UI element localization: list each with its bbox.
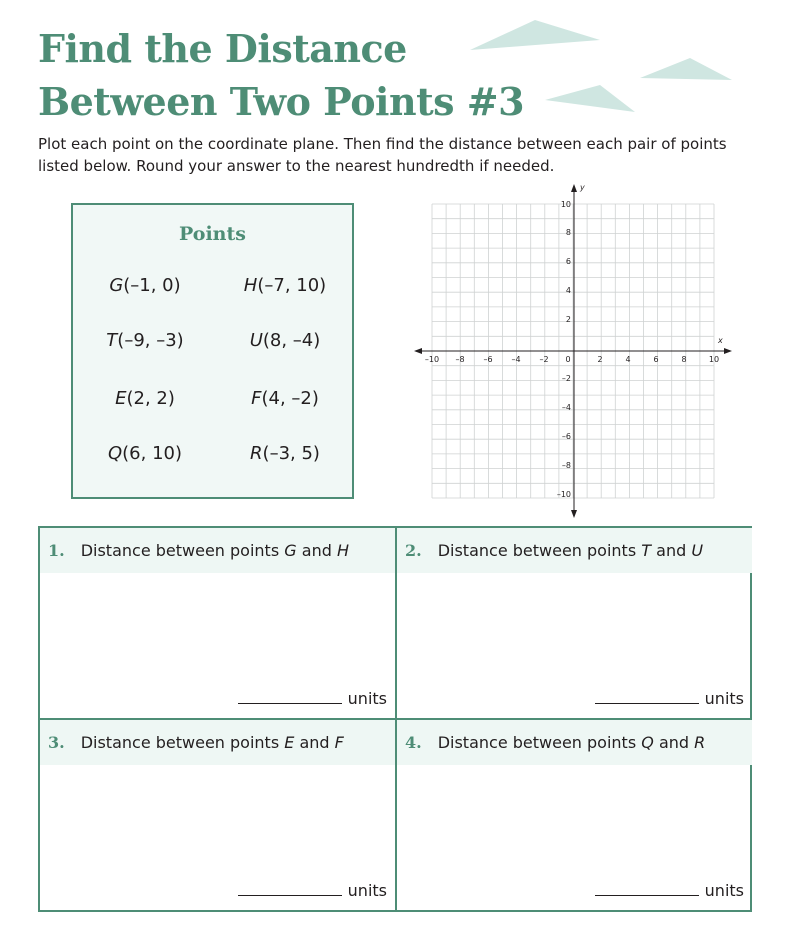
question-number: 1. bbox=[48, 541, 65, 560]
y-tick-label: –4 bbox=[561, 403, 571, 412]
y-tick-label: –2 bbox=[561, 374, 571, 383]
point-f: F(4, –2) bbox=[251, 388, 319, 409]
answer-line bbox=[238, 881, 387, 900]
answer-line bbox=[238, 689, 387, 708]
point-q: Q(6, 10) bbox=[107, 443, 183, 464]
y-tick-label: 2 bbox=[565, 315, 571, 324]
x-tick-label: 2 bbox=[597, 355, 603, 364]
question-2-header bbox=[397, 528, 752, 573]
answer-blank[interactable] bbox=[238, 702, 342, 704]
answer-grid bbox=[38, 526, 752, 912]
unit-label: units bbox=[704, 881, 744, 900]
y-tick-label: –6 bbox=[561, 432, 571, 441]
x-tick-label: 10 bbox=[708, 355, 720, 364]
y-tick-label: 6 bbox=[565, 257, 571, 266]
question-text: Distance between points T and U bbox=[437, 541, 704, 560]
y-tick-label: 10 bbox=[560, 200, 571, 209]
unit-label: units bbox=[704, 689, 744, 708]
y-tick-label: –8 bbox=[561, 461, 571, 470]
question-number: 4. bbox=[405, 733, 422, 752]
x-tick-label: –2 bbox=[539, 355, 549, 364]
answer-blank[interactable] bbox=[595, 702, 699, 704]
coordinate-plane[interactable] bbox=[410, 180, 742, 520]
unit-label: units bbox=[347, 689, 387, 708]
answer-line bbox=[595, 881, 744, 900]
question-text: Distance between points E and F bbox=[80, 733, 344, 752]
point-t: T(–9, –3) bbox=[106, 330, 184, 351]
answer-blank[interactable] bbox=[595, 894, 699, 896]
x-tick-label: –8 bbox=[455, 355, 465, 364]
question-4-header bbox=[397, 720, 752, 765]
y-axis-arrow-down bbox=[571, 510, 577, 518]
x-tick-label: –4 bbox=[511, 355, 521, 364]
x-axis-label: x bbox=[718, 336, 723, 345]
x-axis-arrow-left bbox=[414, 348, 422, 354]
point-u: U(8, –4) bbox=[249, 330, 321, 351]
y-axis-arrow-up bbox=[571, 184, 577, 192]
question-text: Distance between points Q and R bbox=[437, 733, 706, 752]
point-e: E(2, 2) bbox=[115, 388, 175, 409]
answer-line bbox=[595, 689, 744, 708]
instructions: Plot each point on the coordinate plane. Then find the distance between each pair of points listed below. Round your answer to the nearest hundredth if needed. bbox=[38, 135, 727, 175]
page-title bbox=[38, 22, 524, 128]
x-tick-label: –10 bbox=[424, 355, 440, 364]
question-number: 2. bbox=[405, 541, 422, 560]
title-line-1: Find the Distance bbox=[38, 26, 407, 71]
question-1-header bbox=[40, 528, 395, 573]
x-tick-labels bbox=[425, 355, 719, 364]
y-axis-label: y bbox=[580, 183, 585, 192]
y-tick-label: 8 bbox=[565, 228, 571, 237]
x-tick-label: 8 bbox=[681, 355, 687, 364]
answer-blank[interactable] bbox=[238, 894, 342, 896]
point-r: R(–3, 5) bbox=[250, 443, 320, 464]
y-tick-label: –10 bbox=[556, 490, 571, 499]
point-g: G(–1, 0) bbox=[109, 275, 181, 296]
y-tick-label: 4 bbox=[565, 286, 571, 295]
question-1 bbox=[40, 528, 395, 718]
title-line-2: Between Two Points #3 bbox=[38, 79, 525, 124]
x-tick-label: –6 bbox=[483, 355, 493, 364]
unit-label: units bbox=[347, 881, 387, 900]
question-2 bbox=[397, 528, 752, 718]
question-number: 3. bbox=[48, 733, 65, 752]
points-title: Points bbox=[179, 223, 246, 245]
x-tick-label: 4 bbox=[625, 355, 631, 364]
question-3 bbox=[40, 720, 395, 910]
x-axis-arrow-right bbox=[724, 348, 732, 354]
x-tick-label: 6 bbox=[653, 355, 659, 364]
question-text: Distance between points G and H bbox=[80, 541, 349, 560]
question-4 bbox=[397, 720, 752, 910]
origin-label: 0 bbox=[565, 355, 571, 364]
points-box bbox=[71, 203, 354, 499]
point-h: H(–7, 10) bbox=[243, 275, 327, 296]
question-3-header bbox=[40, 720, 395, 765]
